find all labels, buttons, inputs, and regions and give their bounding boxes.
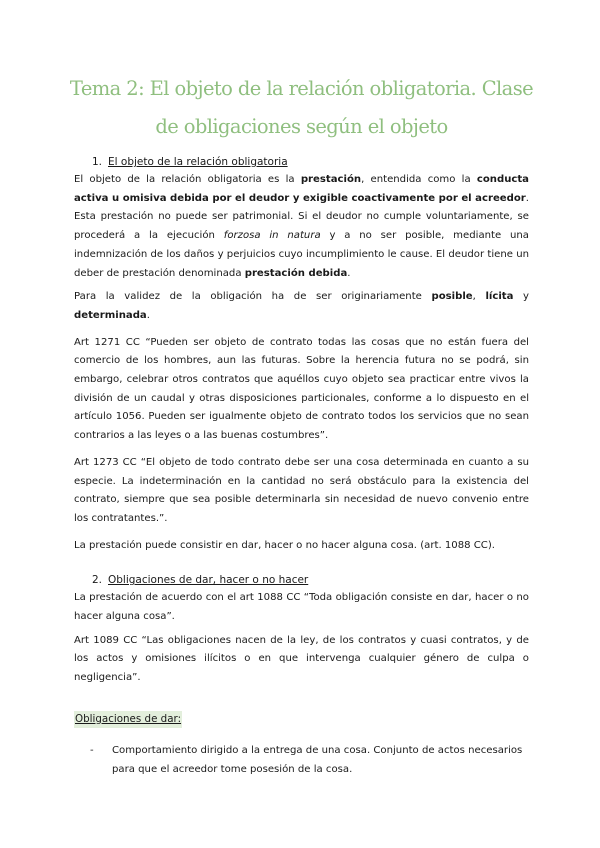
paragraph-art-1271: Art 1271 CC “Pueden ser objeto de contrato todas las cosas que no están fuera del comercio de los hombres, aun las futuras. Sobre la herencia futura no se podrá, sin embargo, celebrar otros contratos que aquéllos cuyo objeto sea practicar entre vivos la división de un caudal y otras disposiciones particionales, conforme a lo dispuesto en el artículo 1056. Pueden ser igualmente objeto de contrato todos los servicios que no sean contrarios a las leyes o a las buenas costumbres”. [74, 336, 529, 442]
bullet-dash: - [90, 744, 94, 756]
text-run: Para la validez de la obligación ha de ser originariamente [74, 291, 432, 303]
bold-run: posible [431, 291, 473, 303]
bold-run: prestación [300, 174, 362, 185]
section-1-heading [92, 154, 529, 171]
section-2-heading [92, 572, 529, 589]
section-2-number: 2. [92, 574, 103, 587]
text-run: . [347, 267, 351, 279]
paragraph-validez [74, 288, 529, 325]
text-run: , entendida como la [361, 174, 477, 185]
list-item-text: Comportamiento dirigido a la entrega de una cosa. Conjunto de actos necesarios para que el acreedor tome posesión de la cosa. [112, 744, 523, 775]
text-run: , [472, 291, 486, 303]
paragraph-prestacion-consistir: La prestación puede consistir en dar, hacer o no hacer alguna cosa. (art. 1088 CC). [74, 539, 496, 551]
text-run: y [513, 291, 529, 303]
spacer [74, 560, 529, 572]
italic-run: forzosa in natura [223, 230, 321, 242]
bold-run: conducta activa u omisiva debida por el deudor y exigible coactivamente por el acreedor [74, 174, 529, 204]
section-1-title: El objeto de la relación obligatoria [108, 156, 288, 168]
bold-run: prestación debida [244, 267, 348, 279]
bold-run: lícita [485, 291, 514, 303]
text-run: . [146, 309, 150, 321]
paragraph-art-1089: Art 1089 CC “Las obligaciones nacen de la ley, de los contratos y cuasi contratos, y de los actos y omisiones ilícitos o en que intervenga cualquier género de culpa o negligencia”. [74, 634, 529, 684]
subheading-obligaciones-de-dar: Obligaciones de dar: [74, 711, 182, 728]
list-item [74, 742, 529, 779]
section-1-number: 1. [92, 156, 103, 168]
paragraph-art-1273: Art 1273 CC “El objeto de todo contrato debe ser una cosa determinada en cuanto a su especie. La indeterminación en la cantidad no será obstáculo para la existencia del contrato, siempre que sea posible determinarla sin necesidad de nuevo convenio entre los contratantes.”. [74, 456, 529, 524]
bold-run: determinada [74, 309, 147, 321]
document-title: Tema 2: El objeto de la relación obligatoria. Clase de obligaciones según el objeto [69, 77, 534, 138]
text-run: . Esta prestación no puede ser patrimonial. Si el deudor no cumple voluntariamente, se procederá a la ejecución [74, 192, 529, 242]
text-run: y a no ser posible, mediante una indemnización de los daños y perjuicios cuyo incumplimiento le cause. El deudor tiene un deber de prestación denominada [74, 230, 529, 279]
paragraph-art-1088: La prestación de acuerdo con el art 1088 CC “Toda obligación consiste en dar, hacer o no hacer alguna cosa”. [74, 592, 529, 623]
section-2-title: Obligaciones de dar, hacer o no hacer [108, 574, 309, 587]
text-run: El objeto de la relación obligatoria es la [74, 174, 301, 185]
paragraph-prestacion [74, 171, 529, 283]
